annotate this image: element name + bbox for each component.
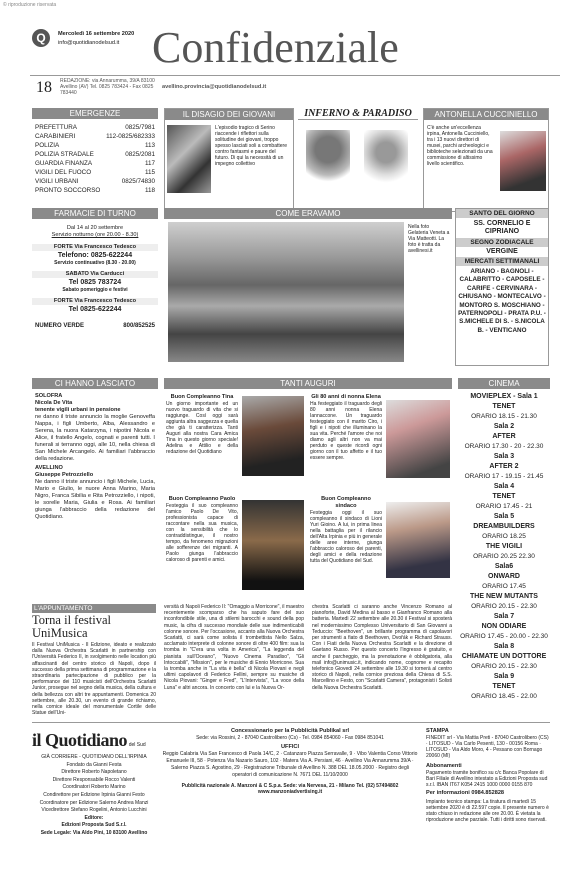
footer-credit-line: Condirettore per Edizione Irpinia Gianni Festo: [43, 791, 145, 798]
footer-credit-line: Coordinatore per Edizione Salerno Andrea Manzi: [39, 799, 149, 806]
numero-verde-label: NUMERO VERDE: [35, 323, 85, 329]
inferno-paradiso-box: [298, 108, 418, 212]
cinema-line: Sala6: [494, 563, 514, 570]
header-email: info@quotidianodelsud.it: [58, 40, 120, 46]
santo-box: [455, 208, 549, 366]
emergenza-name: VIGILI URBANI: [35, 178, 79, 185]
emergenza-num: 117: [144, 160, 155, 167]
cinema-box: [458, 378, 550, 718]
emergenza-name: PRONTO SOCCORSO: [35, 187, 101, 194]
emergenza-num: 118: [144, 187, 155, 194]
augurio-2: [310, 394, 382, 461]
cinema-line: THE NEW MUTANTS: [470, 593, 538, 600]
cinema-line: ORARIO 17.45: [482, 583, 526, 590]
cinema-line: Sala 4: [493, 483, 515, 490]
numero-verde: [32, 323, 158, 329]
auguri-title: TANTI AUGURI: [164, 378, 452, 389]
farmacia-3-tel: Tel 0825-622244: [68, 306, 122, 313]
emergenza-name: GUARDIA FINANZA: [35, 160, 93, 167]
appuntamento-col-3: chestra Scarlatti ci saranno anche Vincenzo Romano al pianoforte, David Medina al basso e Gianfranco Romano alla batteria. Martedì 22 settembre alle 20.30 il Festival si sposterà nel modernissimo Complesso Universitario di San Giovanni a Teduccio: "Beethoven", un brillante programma di capolavori per strumenti a fiato di Beethoven, Dvořák e Richard Strauss. Con i Fiati della Nuova Orchestra Scarlatti e la direzione di Gaetano Russo. Per questo concerto l'ingresso è gratuito, e anche il parcheggio, ma la prenotazione è obbligatoria, alla mail info@unimusic.it, indicando nome, cognome e recapito telefonico Giovedì 24 settembre alle 19.30 si tornerà al centro storico di Napoli, nella cornice preziosa della Chiesa di S.S. Marcellino e Festo, con "Scarlatti Camera", protagonisti i Solisti della Nuova Orchestra Scarlatti.: [312, 604, 452, 691]
emergenza-row: [35, 132, 155, 141]
footer-credit-line: Sede Legale: Via Aldo Pini, 10 83100 Avellino: [40, 829, 148, 836]
emergenza-row: [35, 159, 155, 168]
antonella-box: [423, 108, 549, 212]
augurio-4-text: Festeggia oggi il suo compleanno il sindaco di Lioni Yuri Gioino. A lui, in prima linea nella battaglia per il rilancio dell'Alta Irpinia e più in generale delle aree interne, giunga l'abbraccio caloroso dei parenti, degli amici e della redazione tutta del Quotidiano del Sud.: [310, 510, 382, 564]
augurio-4-photo: [386, 502, 450, 578]
farmacia-1-tel: Telefono: 0825-622244: [57, 252, 133, 259]
footer-conc-addr: Sede: via Rossini, 2 - 87040 Castrolibero (Cs) - Tel. 0984 854060 - Fax 0984 851041: [196, 735, 384, 741]
augurio-4: [310, 496, 382, 564]
appuntamento-col-2: versità di Napoli Federico II: "Omaggio a Morricone", il maestro recentemente scomparso che ha saputo fare del suo inconfondibile stile, una di stilemi barocchi e sound della pop music, la cifra di successo mondiale delle sue indimenticabili colonne sonore. Per l'occasione, accanto alla Nuova Orchestra Scarlatti, ci sarà come solista il trombettista Nello Salza, acclamato interprete di colonne sonore di oltre 400 film: sua la tromba in "C'era una volta in America", "La leggenda del pianista sull'Oceano", "Nuovo Cinema Paradiso", "Gli Intoccabili", "Mission", per le musiche di Ennio Morricone. Sua la tromba anche in "La vita è bella" di Nicola Piovani e negli ultimi capolavori di Federico Fellini, sempre su musiche di Nicola Piovani: "Ginger e Fred", "L'Intervista", "La voce della Luna" e altri ancora. In concerto con lui e la Nuova Or-: [164, 604, 304, 691]
augurio-3: [166, 496, 238, 563]
emergenza-row: [35, 186, 155, 195]
augurio-2-title: Gli 80 anni di nonna Elena: [311, 394, 381, 400]
footer-credits: [32, 754, 156, 838]
augurio-1-text: Un giorno importante ed un nuovo traguardo di vita che si raggiunge. Così oggi sarà aggiunta altra saggezza e quella che già ti caratterizza. Tanti Auguri alla nostra Cara Amica Tina in questo giorno speciale! Adelina e Attilio e della redazione del Quotidiano: [166, 401, 238, 455]
footer: [32, 726, 550, 846]
redazione-email: avellino.provincia@quotidianodelsud.it: [162, 84, 267, 90]
lasciato-name-1: Nicola De Vita: [35, 400, 73, 406]
augurio-1: [166, 394, 238, 455]
cinema-title: CINEMA: [458, 378, 550, 389]
cinema-line: TENET: [492, 683, 516, 690]
emergenza-num: 0825/7981: [125, 124, 155, 131]
emergenza-num: 0825/2081: [125, 151, 155, 158]
footer-stampa: FINEDIT srl - Via Mattia Preti - 87040 Castrolibero (CS) · LITOSUD - Via Carlo Pesenti, 130 - 00156 Roma · LITOSUD - Via Aldo Moro, 4 - Pessano con Bornago 20060 (MI): [426, 735, 549, 759]
emergenza-num: 112-0825/682333: [106, 133, 155, 140]
mercati-title: MERCATI SETTIMANALI: [456, 257, 548, 266]
cinema-line: AFTER: [492, 433, 516, 440]
augurio-2-photo: [386, 400, 450, 478]
issue-date: Mercoledì 16 settembre 2020: [58, 31, 135, 37]
footer-conc-title: Concessionario per la Pubblicità Publikal srl: [230, 728, 350, 734]
mercati-list: ARIANO - BAGNOLI - CALABRITTO - CAPOSELE - CARIFE - CERVINARA - CHIUSANO - MONTECALVO - MONTORO S. MOSCHIANO - PATERNOPOLI - PRATA P.U. - S.MICHELE DI S. - S.NICOLA B. - VENTICANO: [458, 268, 546, 334]
farmacia-2-name: SABATO Via Carducci: [32, 271, 158, 278]
cinema-line: ORARIO 17.30 - 20 - 22.30: [464, 443, 544, 450]
masthead: [30, 13, 560, 97]
section-title: Confidenziale: [152, 23, 399, 72]
footer-abbon: Pagamento tramite bonifico su c/c Banca Popolare di Bari Filiale di Avellino intestato a Edizioni Proposta sud s.r.l. IBAN IT67 K054 2415 1000 0000 0155 870: [426, 770, 548, 788]
cinema-line: NON ODIARE: [481, 623, 527, 630]
cinema-line: Sala 3: [493, 453, 515, 460]
augurio-3-title: Buon Compleanno Paolo: [168, 496, 236, 502]
footer-stampa-title: STAMPA: [426, 728, 449, 734]
page-number: 18: [36, 79, 52, 96]
farmacie-period: Dal 14 al 20 settembre: [66, 225, 124, 231]
footer-credit-line: Fondato da Gianni Festa: [66, 761, 122, 768]
augurio-1-photo: [242, 396, 304, 476]
emergenza-num: 113: [144, 142, 155, 149]
emergenza-row: [35, 150, 155, 159]
footer-abbon-title: Abbonamenti: [426, 763, 462, 769]
footer-credit-line: Editore:: [84, 814, 104, 821]
farmacia-1-name: FORTE Via Francesco Tedesco: [32, 244, 158, 251]
cinema-list: [458, 389, 550, 702]
emergenza-name: VIGILI DEL FUOCO: [35, 169, 92, 176]
farmacia-3-name: FORTE Via Francesco Tedesco: [32, 298, 158, 305]
lasciato-text-1: ne danno il triste annuncio la moglie Genoveffa Nappa, i figli Umberto, Alba, Alessandro e Serena, la nuora Katarzyna, i nipotini Nicola e Alice, il fratello Angelo, cognati e parenti tutti. I funerali si terranno oggi, alle 10, nella chiesa di San Michele Arcangelo. Ai familiari l'abbraccio della redazione.: [35, 414, 155, 462]
emergenza-row: [35, 123, 155, 132]
cinema-line: AFTER 2: [489, 463, 519, 470]
disagio-text: L'episodio tragico di Serino riaccende i riflettori sulla solitudine dei giovani, troppo spesso lasciati soli a combattere contro fantasmi e paure del futuro. Di qui la necessità di un impegno collettivo: [215, 125, 287, 167]
appuntamento-kicker: L'APPUNTAMENTO: [32, 604, 156, 613]
augurio-4-title: Buon Compleanno sindaco: [321, 496, 371, 509]
emergenza-num: 0825/74830: [121, 178, 155, 185]
angel-icon: [364, 130, 408, 186]
appuntamento-headline: Torna il festival UniMusica: [32, 613, 111, 640]
logo-q-icon: Q: [32, 29, 50, 47]
cinema-line: ORARIO 20.15 - 22.30: [471, 663, 537, 670]
cinema-line: TENET: [492, 403, 516, 410]
antonella-photo: [500, 131, 546, 191]
cinema-line: ORARIO 18.45 - 22.00: [471, 693, 537, 700]
augurio-3-photo: [242, 500, 304, 590]
antonella-title: ANTONELLA CUCCINIELLO: [424, 109, 548, 120]
footer-credit-line: Edizioni Proposta Sud S.r.l.: [61, 822, 127, 829]
lasciato-box: [32, 378, 158, 600]
cinema-line: Sala 2: [493, 423, 515, 430]
cinema-line: THE VIGILI: [485, 543, 523, 550]
footer-credit-line: Vicedirettore Stefano Rogelini, Antonio Lucchini: [41, 807, 147, 814]
footer-logo-sub: del Sud: [128, 742, 146, 748]
appuntamento-col-1: Il Festival UniMusica - II Edizione, ideato e realizzato dalla Nuova Orchestra Scarlatti in partnership con l'Università Federico II, in svolgimento nelle location più affascinanti del centro storico di Napoli, dopo il successo della prima settimana di programmazione e la straordinaria partecipazione di pubblico per la performance dei 110 musicisti dell'Orchestra Scarlatti Junior, prosegue nel segno della musica, della cultura e della bellezza con altri tre appuntamenti. Domenica 20 settembre, alle 20.30, un evento di grande richiamo, nella cornice ideale del monumentale Cortile delle Statue dell'Uni-: [32, 642, 156, 717]
antonella-text: C'è anche un'eccellenza irpina, Antonella Cucciniello, tra i 13 nuovi direttori di musei, parchi archeologici e biblioteche selezionati da una commissione di altissimo livello scientifico.: [427, 125, 493, 167]
farmacie-box: [32, 208, 158, 366]
cinema-line: Sala 5: [493, 513, 515, 520]
lasciato-role-1: tenente vigili urbani in pensione: [35, 407, 121, 413]
emergenza-row: [35, 168, 155, 177]
cinema-line: ORARIO 17.45 - 20.00 - 22.30: [460, 633, 548, 640]
copyright-note: © riproduzione riservata: [3, 2, 57, 8]
cinema-line: ONWARD: [488, 573, 520, 580]
cinema-line: MOVIEPLEX - Sala 1: [470, 393, 538, 400]
emergenza-name: PREFETTURA: [35, 124, 77, 131]
cinema-line: ORARIO 17 - 19.15 - 21.45: [464, 473, 544, 480]
zodiaco-name: VERGINE: [486, 248, 518, 255]
lasciato-town-1: SOLOFRA: [35, 393, 63, 399]
numero-verde-num: 800/852525: [123, 323, 155, 329]
lasciato-town-2: AVELLINO: [35, 465, 63, 471]
appuntamento-box: [32, 604, 452, 716]
santo-title: SANTO DEL GIORNO: [456, 209, 548, 218]
cinema-line: ORARIO 20.15 - 22.30: [471, 603, 537, 610]
augurio-3-text: Festeggia il suo compleanno l'amico Paolo De Vito, professionista capace di raccontare nella sua musica, con la sensibilità che lo contraddistingue, il nostro tempo, da fenomeno migrazioni alle sofferenze dei migranti. A Paolo giunga l'abbraccio caloroso di parenti e amici.: [166, 503, 238, 563]
footer-uffici: Reggio Calabria Via San Francesco di Paola 14/C, 2 · Catanzaro Piazza Serravalle, 9 · Vibo Valentia Corso Vittorio Emanuele III, 58 · Potenza Via Nazario Sauro, 102 · Matera Via A. Persiani, 46 · Avellino Via Annarumma 39/A · Salerno Piazza S. Agostino, 29 · Registrazione Tribunale di Avellino N. 388 DEL 18.05.2000 · Registro degli operatori di comunicazione N. 7671 DEL 11/10/2000: [162, 751, 418, 778]
emergenza-row: [35, 177, 155, 186]
cinema-line: DREAMBUILDERS: [473, 523, 535, 530]
come-eravamo-photo: [168, 222, 404, 362]
disagio-title: IL DISAGIO DEI GIOVANI: [165, 109, 293, 120]
footer-credit-line: Direttore Responsabile Rocco Valenti: [52, 776, 136, 783]
footer-note: Impianto tecnico stampa: La tiratura di martedì 15 settembre 2020 è di 22.597 copie. Il presente numero è stato chiuso in redazione alle ore 20.00. È vietata la riproduzione anche parziale. Tutti i diritti sono riservati.: [426, 799, 549, 823]
emergenze-title: EMERGENZE: [32, 108, 158, 119]
redazione-info: REDAZIONE: via Annarumma, 39/A 83100 Avellino (AV) Tel. 0825 783424 - Fax 0825 783440: [60, 78, 155, 96]
footer-credit-line: GIÀ CORRIERE - QUOTIDIANO DELL'IRPINIA: [41, 754, 147, 760]
augurio-1-title: Buon Compleanno Tina: [170, 394, 234, 400]
emergenza-name: POLIZIA STRADALE: [35, 151, 94, 158]
cinema-line: Sala 9: [493, 673, 515, 680]
disagio-photo: [167, 125, 211, 193]
footer-credit-line: Coordinatori Roberto Marino: [62, 784, 126, 791]
emergenza-num: 115: [144, 169, 155, 176]
footer-credit-line: Direttore Roberto Napoletano: [61, 769, 127, 776]
footer-pubblicita: Pubblicità nazionale A. Manzoni & C S.p.a. Sede: via Nervesa, 21 - Milano Tel. (02) 57494802 www.manzoniadvertising.it: [181, 783, 399, 795]
zodiaco-title: SEGNO ZODIACALE: [456, 238, 548, 247]
emergenze-list: [32, 119, 158, 195]
emergenza-row: [35, 141, 155, 150]
devil-icon: [306, 130, 350, 186]
footer-logo: [32, 730, 152, 751]
emergenza-name: POLIZIA: [35, 142, 60, 149]
farmacia-2-serv: Sabato pomeriggio e festivi: [62, 287, 128, 293]
cinema-line: ORARIO 17.45 - 21: [475, 503, 533, 510]
cinema-line: ORARIO 18.15 - 21.30: [471, 413, 537, 420]
lasciato-name-2: Giuseppe Petrozziello: [35, 472, 94, 478]
lasciato-title: CI HANNO LASCIATO: [32, 378, 158, 389]
farmacie-servizio: Servizio notturno (ore 20.00 - 8.30): [51, 232, 139, 238]
come-eravamo-title: COME ERAVAMO: [164, 208, 452, 219]
auguri-box: [164, 378, 452, 600]
cinema-line: CHIAMATE UN DOTTORE: [461, 653, 547, 660]
disagio-box: [164, 108, 294, 212]
lasciato-text-2: Ne danno il triste annuncio i figli Michele, Lucia, Mario e Giulio, le nuore Anna Marino, Maria Nigro, Franca Sibilia e Rita Petrozziello, i nipoti, le sorelle Maria, Giulia e Rosa. Ai familiari giunga l'abbraccio della redazione del Quotidiano.: [35, 479, 155, 520]
cinema-line: Sala 7: [493, 613, 515, 620]
cinema-line: TENET: [492, 493, 516, 500]
come-eravamo-caption: Nella foto Gelateria Veneta a Via Matteotti. La foto è tratta da avellinesi.it: [408, 224, 450, 254]
emergenze-box: [32, 108, 158, 212]
footer-logo-text: il Quotidiano: [32, 730, 128, 750]
footer-uffici-title: UFFICI: [280, 744, 300, 750]
farmacie-title: FARMACIE DI TURNO: [32, 208, 158, 219]
augurio-2-text: Ha festeggiato il traguardo degli 80 anni nonna Elena Iannaccone. Un traguardo festeggiato con il marito Ciro, i figli e i nipoti che illuminano la sua vita. Perché l'amore che noi diamo agli altri non va mai perduto e queste ricordi ogni giorno con il tuo affetto e il tuo essere sempre.: [310, 401, 382, 461]
cinema-line: ORARIO 20.25 22.30: [473, 553, 535, 560]
footer-info: Per informazioni 0984.852828: [426, 790, 505, 796]
emergenza-name: CARABINIERI: [35, 133, 76, 140]
farmacia-1-serv: Servizio continuativo (8.30 - 20.00): [54, 260, 136, 266]
farmacia-2-tel: Tel 0825 783724: [68, 279, 122, 286]
cinema-line: ORARIO 18.25: [482, 533, 526, 540]
come-eravamo-box: [164, 208, 452, 366]
inferno-title: INFERNO & PARADISO: [298, 108, 418, 120]
santo-name: SS. CORNELIO E CIPRIANO: [473, 220, 531, 235]
cinema-line: Sala 8: [493, 643, 515, 650]
